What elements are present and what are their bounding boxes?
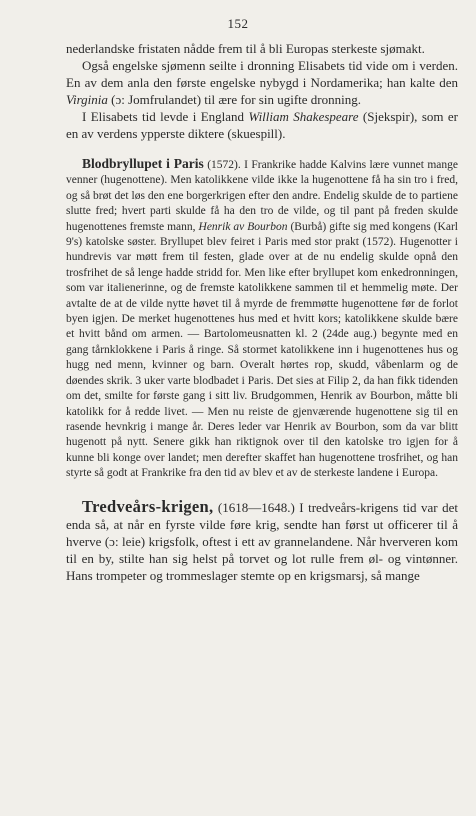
paragraph-tredveaars (66, 498, 458, 584)
section-heading: Tredveårs-krigen, (82, 496, 214, 516)
paragraph-blodbryllupet (66, 156, 458, 482)
italic-term: Henrik av Bourbon (198, 220, 288, 233)
page-number: 152 (227, 16, 249, 31)
section-heading: Blodbryllupet i Paris (82, 156, 204, 171)
paragraph-text: I Elisabets tid levde i England (82, 109, 249, 124)
italic-term: William Shakespeare (248, 109, 359, 124)
paragraph-tail: (Sjekspir), som er en av verdens ypperste diktere (skuespill). (66, 109, 458, 141)
paragraph-virginia (66, 57, 458, 108)
heading-years: (1572). (203, 159, 241, 171)
paragraph-tail: (ɔ: Jomfrulandet) til ære for sin ugifte dronning. (107, 92, 361, 107)
page-text (66, 40, 458, 584)
spacer (66, 142, 458, 156)
heading-years: (1618—1648.) (213, 499, 295, 515)
italic-term: Virginia (66, 92, 108, 107)
paragraph-text: Også engelske sjømenn seilte i dronning Elisabets tid vide om i verden. En av dem anla den første engelske nybygd i Nordamerika; han kalte den (66, 58, 458, 90)
paragraph-tail: (Burbå) gifte sig med kongens (Karl 9's) katolske søster. Bryllupet blev feiret i Paris med stor prakt (1572). Hugenotter i hundrevis var møtt frem til festen, glade over at de nu endelig skulde opnå den trosfrihet de så lenge hadde stridd for. Men like efter bryllupet kom enkedronningen, som var italienerinne, og de fremste katolikkene sammen til et hemmelig møte. Der avtalte de at de vilde nytte høvet til å myrde de fremmøtte hugenottene før de forlot byen igjen. De merket hugenottenes hus med et hvitt kors; katolikkene skulde bære et hvitt bånd om armen. — Bartolomeusnatten kl. 2 (24de aug.) begynte med en gang tårnklokkene i Paris å ringe. Så stormet katolikkene inn i hugenottenes hus og hugg ned menn, kvinner og barn. Overalt hørtes rop, skudd, våbenlarm og de døendes skrik. 3 uker varte blodbadet i Paris. Det sies at Filip 2, da han fikk tidenden om det, smilte for første gang i sitt liv. Brudgommen, Henrik av Bourbon, måtte bli katolikk for å redde livet. — Men nu reiste de gjenværende hugenottene sig til en rasende hevnkrig i mange år. Deres leder var Henrik av Bourbon, som da var blitt hugenott på nytt. Senere gikk han riktignok over til den katolske tro igjen for å kunne bli konge over landet; men derefter skaffet han hugenottene trosfrihet, og han styrte så godt at Frankrike fra den tid av blev et av de sterkeste landene i Europa. (66, 220, 458, 480)
paragraph-text: nederlandske fristaten nådde frem til å bli Europas sterkeste sjømakt. (66, 41, 425, 56)
paragraph-text: I Frankrike hadde Kalvins lære vunnet mange venner (hugenottene). Men katolikkene vilde ikke la hugenottene få ha sin tro i fred, og så brøt det løs den ene borgerkrigen efter den andre. Endelig skulde de to partiene slutte fred; hvert parti skulde få ha den tro de vilde, og til pant på freden skulde hugenottenes fremste mann, (66, 159, 458, 233)
paragraph-text: I tredveårs-krigens tid var det enda så, at når en fyrste vilde føre krig, sendte han først ut officerer til å hverve (ɔ: leie) krigsfolk, oftest i ett av grannelandene. Når hververen kom til en by, stilte han sig helst på torvet og lot rulle frem øl- og vintønner. Hans trompeter og trommeslager stemte op en krigsmarsj, så mange (66, 499, 458, 583)
paragraph-fristaten (66, 40, 458, 57)
paragraph-shakespeare (66, 108, 458, 142)
spacer (66, 482, 458, 498)
